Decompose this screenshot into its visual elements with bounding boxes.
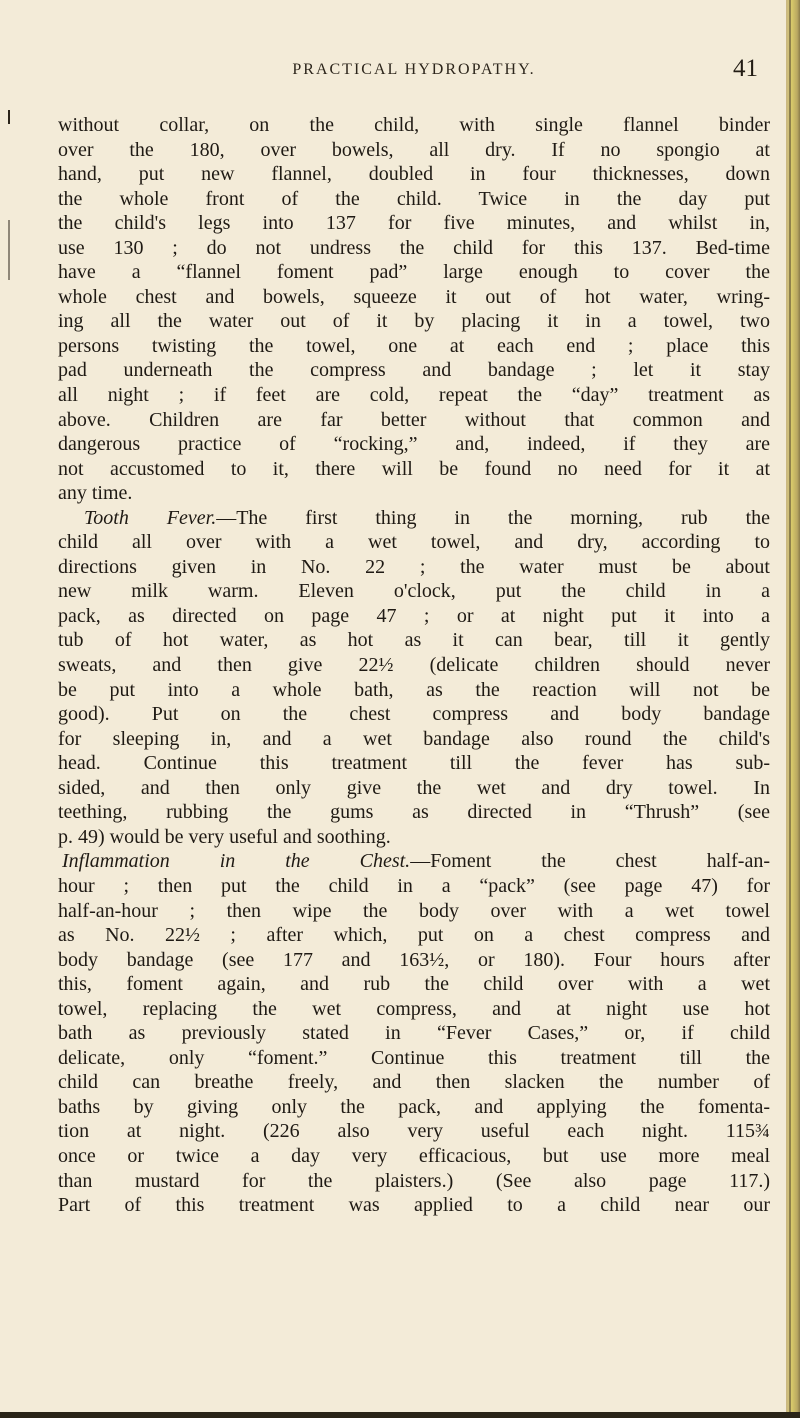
text-line: ing all the water out of it by placing it in a towel, two [58,310,770,333]
page-number: 41 [733,55,758,82]
text-line: good). Put on the chest compress and body bandage [58,703,770,726]
text-line: without collar, on the child, with single flannel binder [58,114,770,136]
text-line: delicate, only “foment.” Continue this treatment till the [58,1046,770,1069]
text-line: baths by giving only the pack, and applying the fomenta- [58,1095,770,1118]
text-line: for sleeping in, and a wet bandage also round the child's [58,727,770,750]
text-line: be put into a whole bath, as the reaction will not be [58,678,770,701]
text-line: directions given in No. 22 ; the water must be about [58,555,770,578]
text-line: than mustard for the plaisters.) (See also page 117.) [58,1169,770,1192]
section-inflammation-chest: Inflammation in the Chest.—Foment the chest half-an- [62,850,770,873]
text-line: sided, and then only give the wet and dry towel. In [58,776,770,799]
text-line: all night ; if feet are cold, repeat the “day” treatment as [58,384,770,407]
text-line: hour ; then put the child in a “pack” (see page 47) for [58,874,770,897]
text-line: teething, rubbing the gums as directed in “Thrush” (see [58,801,770,824]
page-header [58,55,770,95]
text-line: tion at night. (226 also very useful each night. 115¾ [58,1120,770,1143]
text-line: sweats, and then give 22½ (delicate children should never [58,654,770,677]
text-line: new milk warm. Eleven o'clock, put the child in a [58,580,770,603]
section-tooth-fever: Tooth Fever.—The first thing in the morning, rub the [84,506,771,529]
text-line: dangerous practice of “rocking,” and, indeed, if they are [58,433,770,456]
text-line: body bandage (see 177 and 163½, or 180). Four hours after [58,948,770,971]
text-line: pack, as directed on page 47 ; or at night put it into a [58,604,770,627]
running-head: PRACTICAL HYDROPATHY. [292,61,536,78]
text-line: pad underneath the compress and bandage ; let it stay [58,359,770,382]
text-line: p. 49) would be very useful and soothing. [58,825,391,848]
binding-shadow [8,220,10,280]
text-line: child can breathe freely, and then slacken the number of [58,1071,770,1094]
page-edge [786,0,800,1418]
text-line: hand, put new flannel, doubled in four thicknesses, down [58,163,770,186]
text-line: any time. [58,482,133,505]
text-line: use 130 ; do not undress the child for this 137. Bed-time [58,236,770,259]
text-line: bath as previously stated in “Fever Cases,” or, if child [58,1022,770,1045]
section-heading: Inflammation in the Chest. [62,850,411,873]
section-heading: Tooth Fever. [84,506,217,529]
page-bottom-edge [0,1412,800,1418]
text-line: head. Continue this treatment till the fever has sub- [58,752,770,775]
text-line: once or twice a day very efficacious, but use more meal [58,1144,770,1167]
text-line: not accustomed to it, there will be found no need for it at [58,457,770,480]
text-line: Part of this treatment was applied to a child near our [58,1194,770,1217]
text-line: child all over with a wet towel, and dry, according to [58,531,770,554]
text-line: persons twisting the towel, one at each end ; place this [58,334,770,357]
text-line: half-an-hour ; then wipe the body over with a wet towel [58,899,770,922]
body-text [58,113,770,1218]
text-line: whole chest and bowels, squeeze it out of hot water, wring- [58,285,770,308]
text-line: above. Children are far better without that common and [58,408,770,431]
text-line: tub of hot water, as hot as it can bear, till it gently [58,629,770,652]
text-line: as No. 22½ ; after which, put on a chest compress and [58,924,770,947]
text-line: this, foment again, and rub the child over with a wet [58,973,770,996]
text-line: towel, replacing the wet compress, and at night use hot [58,997,770,1020]
text-line: the whole front of the child. Twice in the day put [58,187,770,210]
text-line: have a “flannel foment pad” large enough to cover the [58,261,770,284]
text-line: over the 180, over bowels, all dry. If no spongio at [58,138,770,161]
text-line: the child's legs into 137 for five minutes, and whilst in, [58,212,770,235]
binding-shadow [8,110,10,124]
